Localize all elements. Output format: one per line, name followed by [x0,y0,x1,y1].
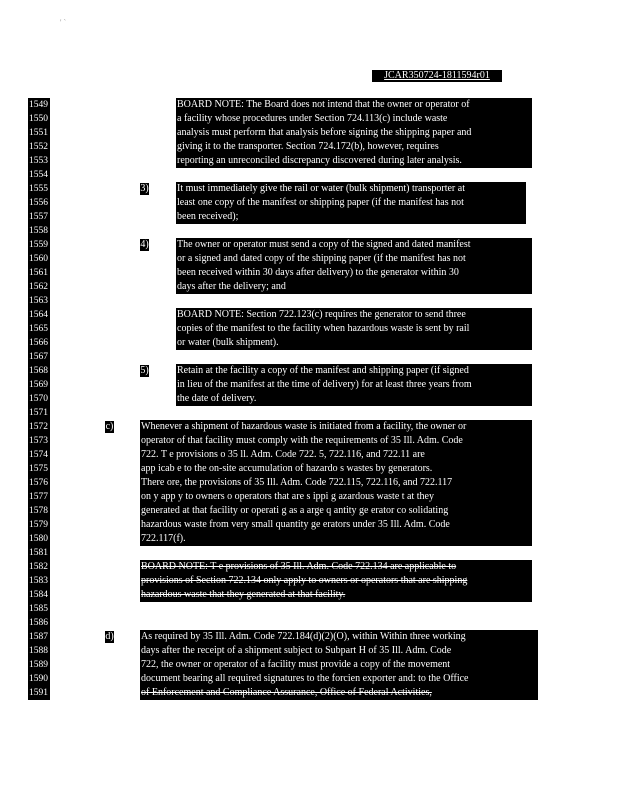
line-number: 1578 [29,506,48,516]
line-number: 1560 [29,254,48,264]
text-line: operator of that facility must comply with the requirements of 35 Ill. Adm. Code [141,435,463,446]
item-3-marker: 3) [140,183,149,194]
board-note-2 [176,308,532,350]
text-line: on y app y to owners o operators that are s ippi g azardous waste t at they [141,491,434,502]
line-number: 1559 [29,240,48,250]
text-line: of Enforcement and Compliance Assurance, Office of Federal Activities, [141,687,432,698]
line-number: 1557 [29,212,48,222]
text-line: document bearing all required signatures to the forcien exporter and: to the Office [141,673,469,684]
line-number: 1562 [29,282,48,292]
line-number: 1574 [29,450,48,460]
line-number: 1568 [29,366,48,376]
line-number: 1552 [29,142,48,152]
line-number: 1588 [29,646,48,656]
text-line: analysis must perform that analysis before signing the shipping paper and [177,127,472,138]
text-line: the date of delivery. [177,393,257,404]
line-number: 1583 [29,576,48,586]
text-line: 722. T e provisions o 35 ll. Adm. Code 722. 5, 722.116, and 722.11 are [141,449,425,460]
text-line: As required by 35 Ill. Adm. Code 722.184(d)(2)(O), within Within three working [141,631,466,642]
item-d-marker: d) [105,631,114,642]
document-id: JCAR350724-1811594r01 [372,70,502,82]
text-line: or a signed and dated copy of the shipping paper (if the manifest has not [177,253,466,264]
line-number: 1572 [29,422,48,432]
text-line: Whenever a shipment of hazardous waste is initiated from a facility, the owner or [141,421,467,432]
text-line: generated at that facility or operati g as a arge q antity ge erator co solidating [141,505,449,516]
text-line: BOARD NOTE: Section 722.123(c) requires the generator to send three [177,309,466,320]
line-number: 1556 [29,198,48,208]
text-line: giving it to the transporter. Section 724.172(b), however, requires [177,141,439,152]
line-number-column [28,98,50,700]
line-number: 1584 [29,590,48,600]
text-line: hazardous waste that they generated at that facility. [141,589,346,600]
item-4-marker: 4) [140,239,149,250]
item-4-text [176,238,532,294]
line-number: 1582 [29,562,48,572]
text-line: or water (bulk shipment). [177,337,279,348]
text-line: been received); [177,211,239,222]
line-number: 1550 [29,114,48,124]
line-number: 1575 [29,464,48,474]
text-line: reporting an unreconciled discrepancy discovered during later analysis. [177,155,462,166]
line-number: 1566 [29,338,48,348]
line-number: 1569 [29,380,48,390]
text-line: days after the delivery; and [177,281,286,292]
text-line: a facility whose procedures under Section 724.113(c) include waste [177,113,448,124]
line-number: 1590 [29,674,48,684]
text-line: The owner or operator must send a copy of the signed and dated manifest [177,239,471,250]
item-5-text [176,364,532,406]
line-number: 1573 [29,436,48,446]
line-number: 1589 [29,660,48,670]
line-number: 1580 [29,534,48,544]
item-5-marker: 5) [140,365,149,376]
line-number: 1570 [29,394,48,404]
item-3-text [176,182,526,224]
text-line: provisions of Section 722.134 only apply to owners or operators that are shipping [141,575,468,586]
scan-specks: ' ` [60,18,67,27]
line-number: 1553 [29,156,48,166]
text-line: 722, the owner or operator of a facility must provide a copy of the movement [141,659,451,670]
line-number: 1565 [29,324,48,334]
text-line: There ore, the provisions of 35 Ill. Adm. Code 722.115, 722.116, and 722.117 [141,477,453,488]
text-line: Retain at the facility a copy of the manifest and shipping paper (if signed [177,365,469,376]
line-number: 1585 [29,604,48,614]
line-number: 1587 [29,632,48,642]
line-number: 1591 [29,688,48,698]
line-number: 1567 [29,352,48,362]
line-number: 1564 [29,310,48,320]
text-line: It must immediately give the rail or water (bulk shipment) transporter at [177,183,465,194]
line-number: 1555 [29,184,48,194]
text-line: in lieu of the manifest at the time of delivery) for at least three years from [177,379,472,390]
text-line: BOARD NOTE: The Board does not intend that the owner or operator of [177,99,470,110]
line-number: 1579 [29,520,48,530]
text-line: days after the receipt of a shipment subject to Subpart H of 35 Ill. Adm. Code [141,645,452,656]
text-line: BOARD NOTE: T e provisions of 35 Ill. Adm. Code 722.134 are applicable to [141,561,457,572]
line-number: 1571 [29,408,48,418]
text-line: least one copy of the manifest or shipping paper (if the manifest has not [177,197,464,208]
line-number: 1551 [29,128,48,138]
board-note-1 [176,98,532,168]
line-number: 1549 [29,100,48,110]
board-note-3 [140,560,532,602]
text-line: app icab e to the on-site accumulation of hazardo s wastes by generators. [141,463,433,474]
text-line: been received within 30 days after delivery) to the generator within 30 [177,267,459,278]
line-number: 1586 [29,618,48,628]
line-number: 1554 [29,170,48,180]
item-c-text [140,420,532,546]
line-number: 1576 [29,478,48,488]
line-number: 1563 [29,296,48,306]
text-line: hazardous waste from very small quantity ge erators under 35 Ill. Adm. Code [141,519,450,530]
line-number: 1558 [29,226,48,236]
line-number: 1577 [29,492,48,502]
line-number: 1561 [29,268,48,278]
text-line: copies of the manifest to the facility when hazardous waste is sent by rail [177,323,470,334]
text-line: 722.117(f). [141,533,186,544]
line-number: 1581 [29,548,48,558]
item-d-text [140,630,538,700]
item-c-marker: c) [105,421,114,432]
